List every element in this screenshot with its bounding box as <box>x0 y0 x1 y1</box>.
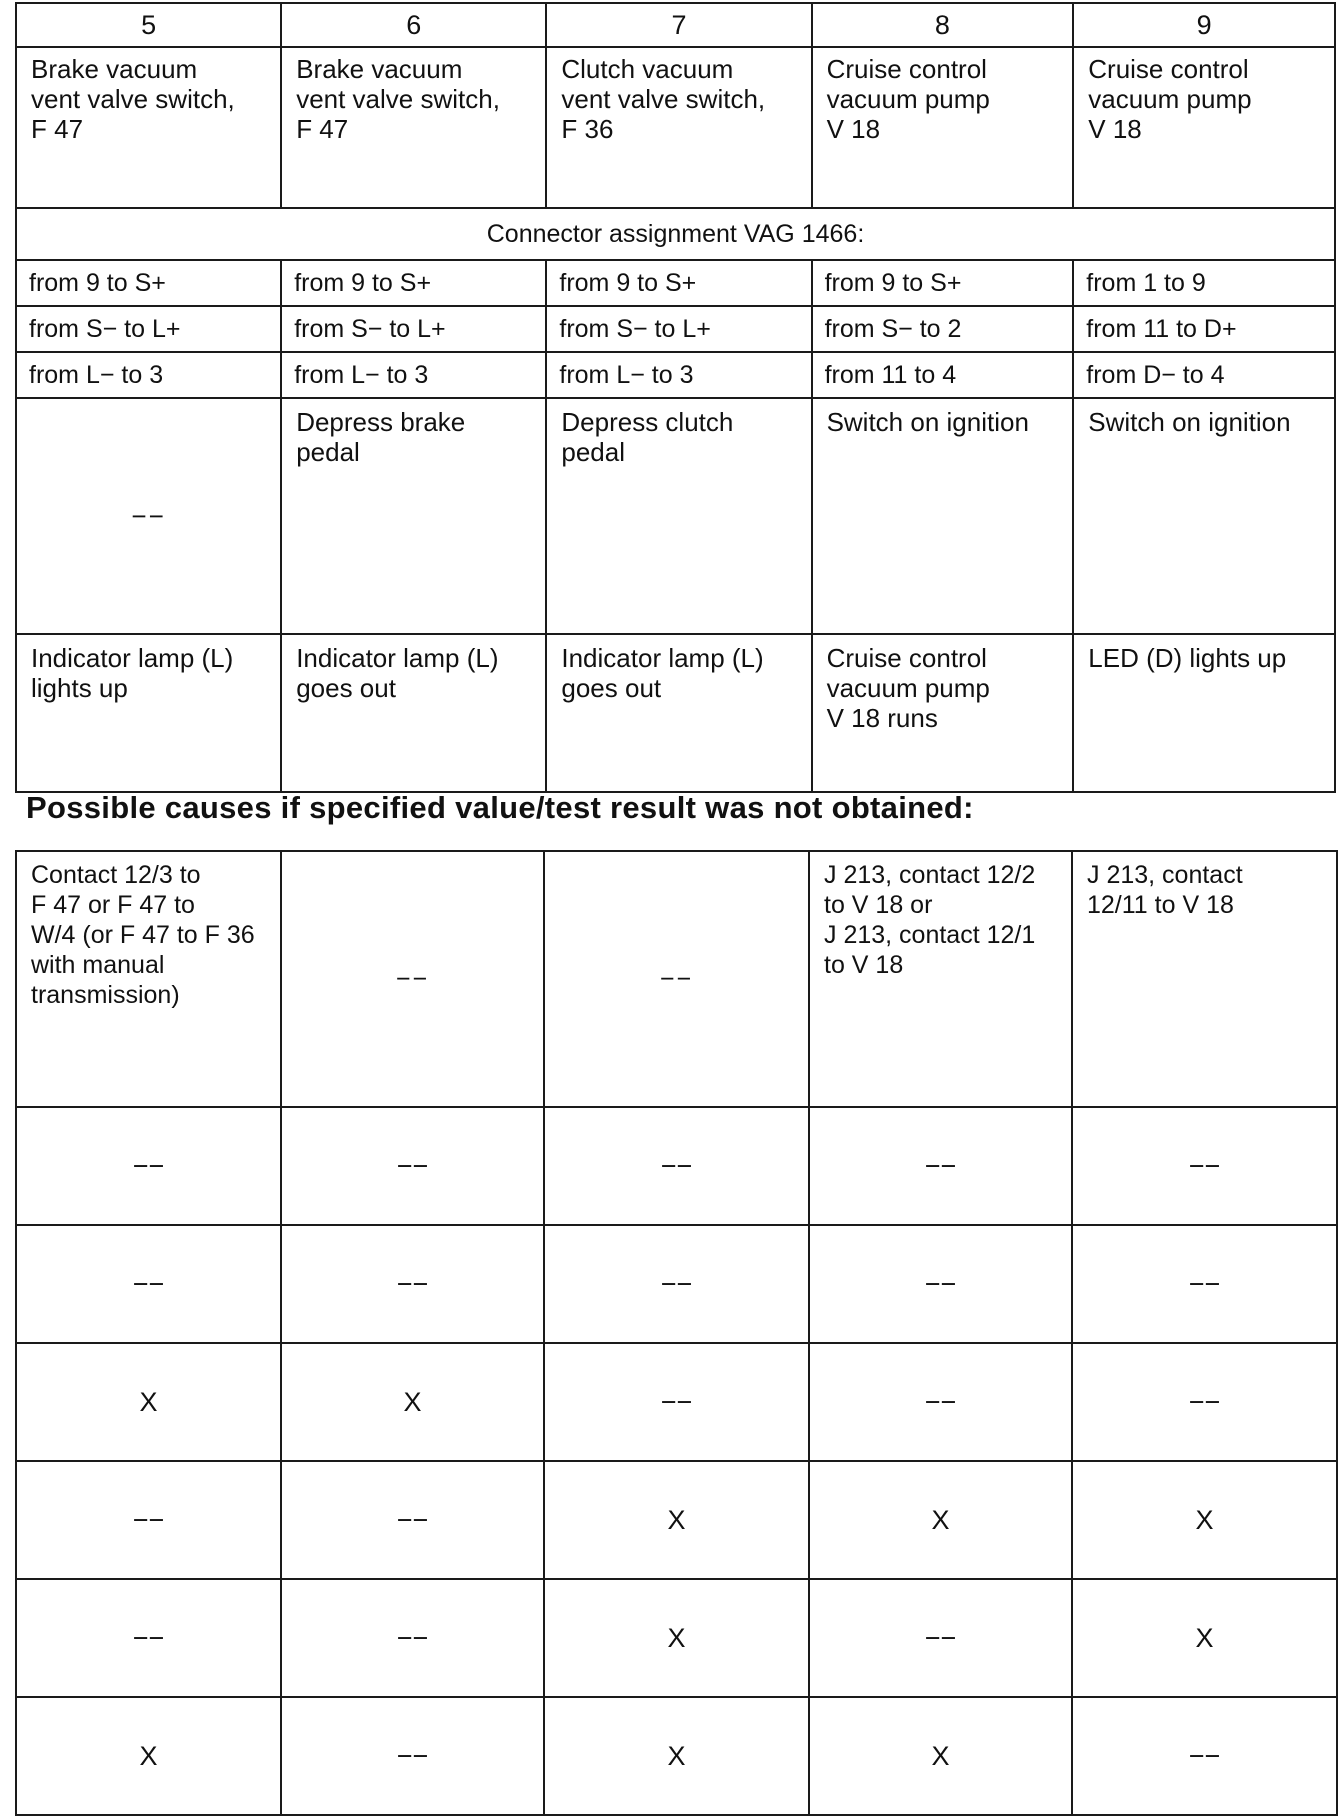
cause-mark: −− <box>281 1579 544 1697</box>
column-number: 6 <box>281 3 546 47</box>
causes-row <box>16 1343 1337 1461</box>
component-cell: Brake vacuum vent valve switch, F 47 <box>281 47 546 208</box>
connector-cell: from 9 to S+ <box>281 260 546 306</box>
connector-cell: from L− to 3 <box>546 352 811 398</box>
connector-cell: from L− to 3 <box>281 352 546 398</box>
connector-cell: from S− to L+ <box>546 306 811 352</box>
connector-cell: from 1 to 9 <box>1073 260 1335 306</box>
cause-mark: X <box>1072 1579 1337 1697</box>
cause-mark: −− <box>1072 1107 1337 1225</box>
action-cell: Depress clutch pedal <box>546 398 811 634</box>
connector-cell: from 9 to S+ <box>546 260 811 306</box>
action-cell: Switch on ignition <box>1073 398 1335 634</box>
result-cell: Indicator lamp (L) goes out <box>281 634 546 792</box>
connector-header: Connector assignment VAG 1466: <box>16 208 1335 260</box>
cause-mark: −− <box>1072 1343 1337 1461</box>
cause-mark: X <box>544 1461 809 1579</box>
cause-mark: −− <box>16 1225 281 1343</box>
cause-mark: −− <box>1072 1697 1337 1815</box>
result-cell: Indicator lamp (L) goes out <box>546 634 811 792</box>
result-cell: Indicator lamp (L) lights up <box>16 634 281 792</box>
action-cell: −− <box>16 398 281 634</box>
connector-cell: from S− to 2 <box>812 306 1074 352</box>
cause-cell: −− <box>544 851 809 1107</box>
action-cell: Switch on ignition <box>812 398 1074 634</box>
causes-row <box>16 1697 1337 1815</box>
cause-mark: −− <box>281 1697 544 1815</box>
cause-mark: −− <box>544 1107 809 1225</box>
component-cell: Cruise control vacuum pump V 18 <box>812 47 1074 208</box>
cause-mark: X <box>1072 1461 1337 1579</box>
cause-mark: X <box>809 1697 1072 1815</box>
cause-mark: −− <box>809 1225 1072 1343</box>
column-number: 7 <box>546 3 811 47</box>
connector-row <box>16 260 1335 306</box>
column-number: 9 <box>1073 3 1335 47</box>
result-row <box>16 634 1335 792</box>
cause-mark: X <box>809 1461 1072 1579</box>
connector-cell: from S− to L+ <box>16 306 281 352</box>
column-number: 8 <box>812 3 1074 47</box>
cause-mark: −− <box>281 1461 544 1579</box>
cause-mark: −− <box>544 1225 809 1343</box>
causes-row <box>16 1461 1337 1579</box>
causes-table <box>15 850 1338 1816</box>
cause-mark: −− <box>16 1579 281 1697</box>
cause-mark: −− <box>1072 1225 1337 1343</box>
cause-mark: −− <box>281 1107 544 1225</box>
cause-cell: J 213, contact 12/11 to V 18 <box>1072 851 1337 1107</box>
connector-cell: from 9 to S+ <box>812 260 1074 306</box>
component-cell: Brake vacuum vent valve switch, F 47 <box>16 47 281 208</box>
cause-mark: −− <box>16 1107 281 1225</box>
causes-row <box>16 1225 1337 1343</box>
column-number-row <box>16 3 1335 47</box>
cause-mark: −− <box>809 1579 1072 1697</box>
cause-mark: X <box>544 1579 809 1697</box>
causes-row <box>16 1107 1337 1225</box>
test-table <box>15 2 1336 793</box>
component-cell: Cruise control vacuum pump V 18 <box>1073 47 1335 208</box>
connector-row <box>16 306 1335 352</box>
cause-mark: −− <box>16 1461 281 1579</box>
cause-mark: X <box>16 1697 281 1815</box>
connector-cell: from 11 to 4 <box>812 352 1074 398</box>
component-row <box>16 47 1335 208</box>
causes-title: Possible causes if specified value/test result was not obtained: <box>26 790 974 825</box>
cause-mark: −− <box>809 1107 1072 1225</box>
component-cell: Clutch vacuum vent valve switch, F 36 <box>546 47 811 208</box>
connector-cell: from L− to 3 <box>16 352 281 398</box>
connector-cell: from D− to 4 <box>1073 352 1335 398</box>
cause-mark: X <box>16 1343 281 1461</box>
connector-cell: from 9 to S+ <box>16 260 281 306</box>
cause-cell: J 213, contact 12/2 to V 18 or J 213, contact 12/1 to V 18 <box>809 851 1072 1107</box>
cause-cell: Contact 12/3 to F 47 or F 47 to W/4 (or F 47 to F 36 with manual transmission) <box>16 851 281 1107</box>
action-cell: Depress brake pedal <box>281 398 546 634</box>
connector-row <box>16 352 1335 398</box>
column-number: 5 <box>16 3 281 47</box>
action-row <box>16 398 1335 634</box>
cause-mark: X <box>281 1343 544 1461</box>
connector-cell: from 11 to D+ <box>1073 306 1335 352</box>
cause-mark: −− <box>544 1343 809 1461</box>
result-cell: LED (D) lights up <box>1073 634 1335 792</box>
result-cell: Cruise control vacuum pump V 18 runs <box>812 634 1074 792</box>
cause-cell: −− <box>281 851 544 1107</box>
causes-first-row <box>16 851 1337 1107</box>
connector-cell: from S− to L+ <box>281 306 546 352</box>
cause-mark: −− <box>281 1225 544 1343</box>
causes-row <box>16 1579 1337 1697</box>
connector-header-row <box>16 208 1335 260</box>
cause-mark: X <box>544 1697 809 1815</box>
cause-mark: −− <box>809 1343 1072 1461</box>
